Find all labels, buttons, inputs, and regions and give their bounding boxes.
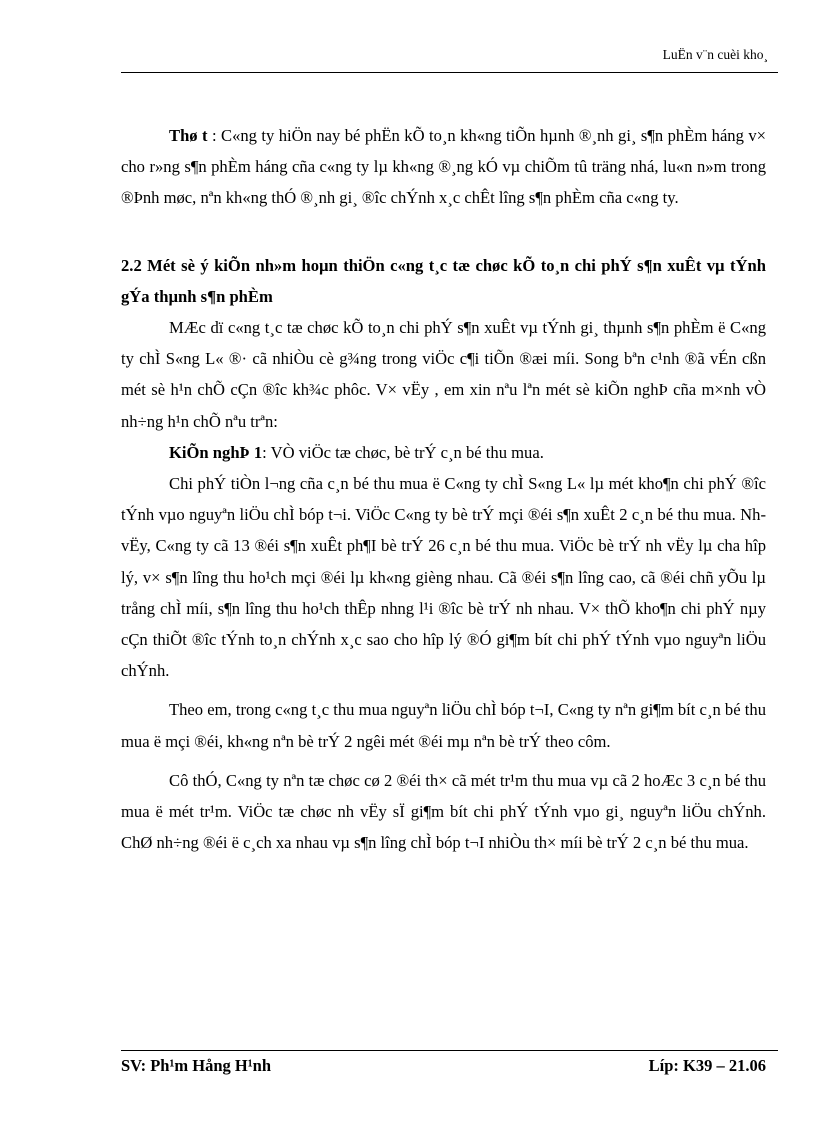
- paragraph: [121, 437, 766, 468]
- footer-student: SV: Ph¹m Hång H¹nh: [121, 1056, 272, 1075]
- header-divider: [121, 72, 778, 73]
- document-body: [121, 120, 766, 858]
- paragraph: MÆc dï c«ng t¸c tæ chøc kÕ to¸n chi phÝ s¶n xuÊt vµ tÝnh gi¸ thµnh s¶n phÈm ë C«ng ty chÌ S«ng L« ®· cã nhiÒu cè g¾ng trong viÖc c¶i tiÕn ®æi míi. Song bªn c¹nh ®ã vÉn cßn mét sè h¹n chÕ cÇn ®îc kh¾c phôc. V× vËy , em xin nªu lªn mét sè kiÕn nghÞ cña m×nh vÒ nh÷ng h¹n chÕ nªu trªn:: [121, 318, 766, 431]
- paragraph: Theo em, trong c«ng t¸c thu mua nguyªn liÖu chÌ bóp t¬I, C«ng ty nªn gi¶m bít c¸n bé thu mua ë mçi ®éi, kh«ng nªn bè trÝ 2 ngêi mét ®éi mµ nªn bè trÝ theo côm.: [121, 700, 766, 751]
- paragraph-lead: KiÕn nghÞ 1: [169, 442, 263, 462]
- paragraph: Chi phÝ tiÒn l¬ng cña c¸n bé thu mua ë C«ng ty chÌ S«ng L« lµ mét kho¶n chi phÝ ®îc tÝnh vµo nguyªn liÖu chÌ bóp t¬i. ViÖc C«ng ty bè trÝ mçi ®éi s¶n xuÊt 2 c¸n bé thu mua. Nh vËy, C«ng ty cã 13 ®éi s¶n xuÊt ph¶I bè trÝ 26 c¸n bé thu mua. ViÖc bè trÝ nh vËy lµ cha hîp lý, v× s¶n lîng thu ho¹ch mçi ®éi lµ kh«ng gièng nhau. Cã ®éi s¶n lîng cao, cã ®éi chñ yÕu lµ trång chÌ míi, s¶n lîng thu ho¹ch thÊp nhng l¹i ®îc bè trÝ nh nhau. V× thÕ kho¶n chi phÝ nµy cÇn thiÕt ®îc tÝnh to¸n chÝnh x¸c sao cho hîp lý ®Ó gi¶m bít chi phÝ tÝnh vµo nguyªn liÖu chÝnh.: [121, 474, 766, 681]
- paragraph-text: : VÒ viÖc tæ chøc, bè trÝ c¸n bé thu mua.: [262, 442, 544, 462]
- footer-divider: [121, 1050, 778, 1051]
- paragraph-lead: Thø t: [169, 126, 208, 145]
- paragraph-text: : C«ng ty hiÖn nay bé phËn kÕ to¸n kh«ng tiÕn hµnh ®¸nh gi¸ s¶n phÈm háng v× cho r»ng s¶n phÈm háng cña c«ng ty lµ kh«ng ®¸ng kÓ vµ chiÕm tû träng nhá, lu«n n»m trong ®Þnh møc, nªn kh«ng thÓ ®¸nh gi¸ ®îc chÝnh x¸c chÊt lîng s¶n phÈm cña c«ng ty.: [121, 126, 766, 208]
- footer-class: Líp: K39 – 21.06: [648, 1056, 766, 1075]
- section-heading: 2.2 Mét sè ý kiÕn nh»m hoµn thiÖn c«ng t¸c tæ chøc kÕ to¸n chi phÝ s¶n xuÊt vµ tÝnh gÝa thµnh s¶n phÈm: [121, 255, 766, 306]
- header-title: LuËn v¨n cuèi kho¸: [662, 47, 768, 62]
- paragraph: Cô thÓ, C«ng ty nªn tæ chøc cø 2 ®éi th× cã mét tr¹m thu mua vµ cã 2 hoÆc 3 c¸n bé thu mua ë mét tr¹m. ViÖc tæ chøc nh vËy sÏ gi¶m bít chi phÝ tÝnh vµo gi¸ nguyªn liÖu chÝnh. ChØ nh÷ng ®éi ë c¸ch xa nhau vµ s¶n lîng chÌ bóp t¬I nhiÒu th× míi bè trÝ 2 c¸n bé thu mua.: [121, 770, 766, 853]
- paragraph: [121, 120, 766, 214]
